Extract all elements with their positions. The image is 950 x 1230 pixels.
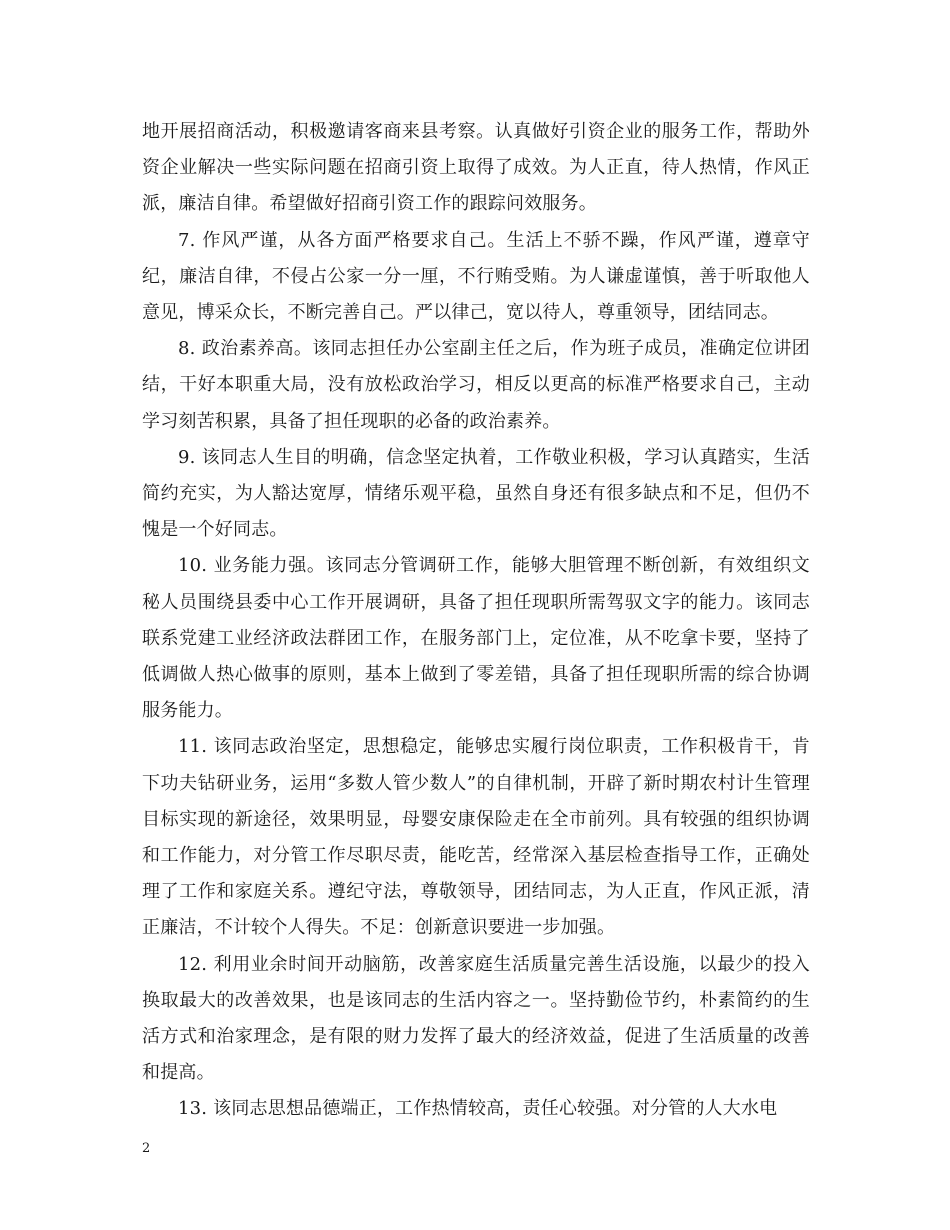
paragraph-continuation: 地开展招商活动，积极邀请客商来县考察。认真做好引资企业的服务工作，帮助外资企业解决一些实际问题在招商引资上取得了成效。为人正直，待人热情，作风正派，廉洁自律。希望做好招商引资工作的跟踪问效服务。 — [142, 121, 810, 215]
paragraph-item-9: 9. 该同志人生目的明确，信念坚定执着，工作敬业积极，学习认真踏实，生活简约充实，为人豁达宽厚，情绪乐观平稳，虽然自身还有很多缺点和不足，但仍不愧是一个好同志。 — [142, 446, 810, 541]
paragraph-item-7: 7. 作风严谨，从各方面严格要求自己。生活上不骄不躁，作风严谨，遵章守纪，廉洁自律，不侵占公家一分一厘，不行贿受贿。为人谦虚谨慎，善于听取他人意见，博采众长，不断完善自己。严以律己，宽以待人，尊重领导，团结同志。 — [142, 229, 810, 324]
body-text — [142, 114, 810, 1128]
paragraph-item-13: 13. 该同志思想品德端正，工作热情较高，责任心较强。对分管的人大水电 — [178, 1098, 778, 1120]
paragraph-item-12: 12. 利用业余时间开动脑筋，改善家庭生活质量完善生活设施，以最少的投入换取最大的改善效果，也是该同志的生活内容之一。坚持勤俭节约，朴素简约的生活方式和治家理念，是有限的财力发挥了最大的经济效益，促进了生活质量的改善和提高。 — [142, 953, 810, 1084]
paragraph-item-10: 10. 业务能力强。该同志分管调研工作，能够大胆管理不断创新，有效组织文秘人员围绕县委中心工作开展调研，具备了担任现职所需驾驭文字的能力。该同志联系党建工业经济政法群团工作，在服务部门上，定位准，从不吃拿卡要，坚持了低调做人热心做事的原则，基本上做到了零差错，具备了担任现职所需的综合协调服务能力。 — [142, 555, 810, 722]
page-number: 2 — [142, 1141, 151, 1156]
paragraph-item-11: 11. 该同志政治坚定，思想稳定，能够忠实履行岗位职责，工作积极肯干，肯下功夫钻研业务，运用“多数人管少数人”的自律机制，开辟了新时期农村计生管理目标实现的新途径，效果明显，母婴安康保险走在全市前列。具有较强的组织协调和工作能力，对分管工作尽职尽责，能吃苦，经常深入基层检查指导工作，正确处理了工作和家庭关系。遵纪守法，尊敬领导，团结同志，为人正直，作风正派，清正廉洁，不计较个人得失。不足：创新意识要进一步加强。 — [142, 736, 810, 939]
paragraph-item-8: 8. 政治素养高。该同志担任办公室副主任之后，作为班子成员，准确定位讲团结，干好本职重大局，没有放松政治学习，相反以更高的标准严格要求自己，主动学习刻苦积累，具备了担任现职的必备的政治素养。 — [142, 338, 810, 432]
